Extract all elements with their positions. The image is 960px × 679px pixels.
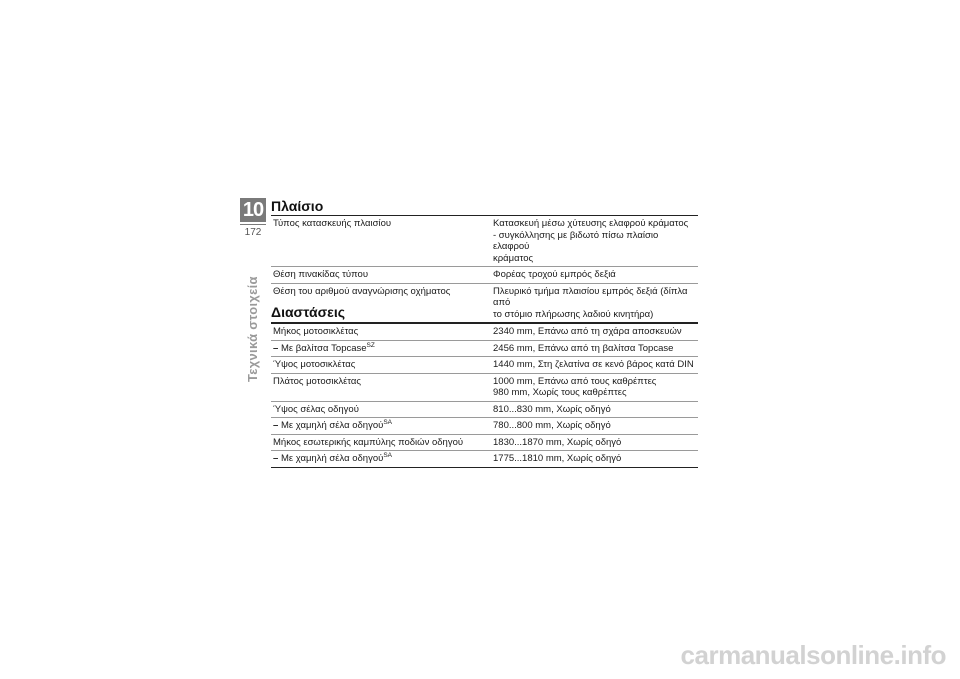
- spec-value: 810...830 mm, Χωρίς οδηγό: [490, 401, 698, 418]
- table-row: [271, 451, 698, 468]
- spec-label: [271, 324, 490, 341]
- spec-label: [271, 418, 490, 435]
- sub-item-dash: –: [273, 453, 279, 464]
- table-row: [271, 373, 698, 401]
- dimensions-heading: Διαστάσεις: [271, 304, 345, 320]
- spec-value: 780...800 mm, Χωρίς οδηγό: [490, 418, 698, 435]
- table-row: [271, 418, 698, 435]
- spec-value: 2340 mm, Επάνω από τη σχάρα αποσκευών: [490, 324, 698, 341]
- frame-heading: Πλαίσιο: [271, 198, 324, 214]
- chapter-side-title: Τεχνικά στοιχεία: [245, 276, 260, 382]
- spec-label: Θέση πινακίδας τύπου: [271, 267, 490, 284]
- table-row: [271, 324, 698, 341]
- spec-label-text: Ύψος μοτοσικλέτας: [273, 359, 356, 370]
- spec-value: Κατασκευή μέσω χύτευσης ελαφρού κράματος - συγκόλλησης με βιδωτό πίσω πλαίσιο ελαφρού κράματος: [490, 216, 698, 267]
- spec-label: [271, 434, 490, 451]
- spec-value: 1440 mm, Στη ζελατίνα σε κενό βάρος κατά DIN: [490, 357, 698, 374]
- spec-value: Φορέας τροχού εμπρός δεξιά: [490, 267, 698, 284]
- table-row: [271, 434, 698, 451]
- sub-item-dash: –: [273, 420, 279, 431]
- table-row: [271, 401, 698, 418]
- spec-value: 1775...1810 mm, Χωρίς οδηγό: [490, 451, 698, 468]
- spec-label-text: Μήκος μοτοσικλέτας: [273, 326, 359, 337]
- spec-label-text: Με βαλίτσα Topcase: [280, 342, 367, 354]
- spec-value: Πλευρικό τμήμα πλαισίου εμπρός δεξιά (δίπλα από το στόμιο πλήρωσης λαδιού κινητήρα): [490, 283, 698, 323]
- site-watermark: carmanualsonline.info: [680, 640, 946, 670]
- dimensions-spec-table: [271, 323, 698, 468]
- chapter-divider: [240, 224, 266, 225]
- spec-value: 1000 mm, Επάνω από τους καθρέπτες 980 mm, Χωρίς τους καθρέπτες: [490, 373, 698, 401]
- spec-label: Τύπος κατασκευής πλαισίου: [271, 216, 490, 267]
- table-row: [271, 267, 698, 284]
- spec-label: [271, 401, 490, 418]
- spec-label: [271, 357, 490, 374]
- chapter-number: 10: [240, 198, 266, 222]
- spec-label-text: Πλάτος μοτοσικλέτας: [273, 375, 362, 387]
- spec-value: 2456 mm, Επάνω από τη βαλίτσα Topcase: [490, 340, 698, 357]
- spec-label: Θέση του αριθμού αναγνώρισης οχήματος: [271, 283, 490, 323]
- option-code: SA: [383, 452, 392, 459]
- table-row: [271, 340, 698, 357]
- spec-value: 1830...1870 mm, Χωρίς οδηγό: [490, 434, 698, 451]
- spec-label-text: Μήκος εσωτερικής καμπύλης ποδιών οδηγού: [273, 436, 464, 448]
- spec-label-text: Ύψος σέλας οδηγού: [273, 403, 359, 415]
- spec-label: [271, 373, 490, 401]
- table-row: [271, 357, 698, 374]
- spec-label: [271, 451, 490, 468]
- spec-label-text: Με χαμηλή σέλα οδηγού: [280, 453, 384, 464]
- option-code: SA: [383, 419, 392, 426]
- spec-label: [271, 340, 490, 357]
- page-number: 172: [244, 227, 262, 238]
- table-row: [271, 216, 698, 267]
- sub-item-dash: –: [273, 342, 279, 354]
- option-code: SZ: [366, 341, 375, 349]
- spec-label-text: Με χαμηλή σέλα οδηγού: [280, 420, 384, 431]
